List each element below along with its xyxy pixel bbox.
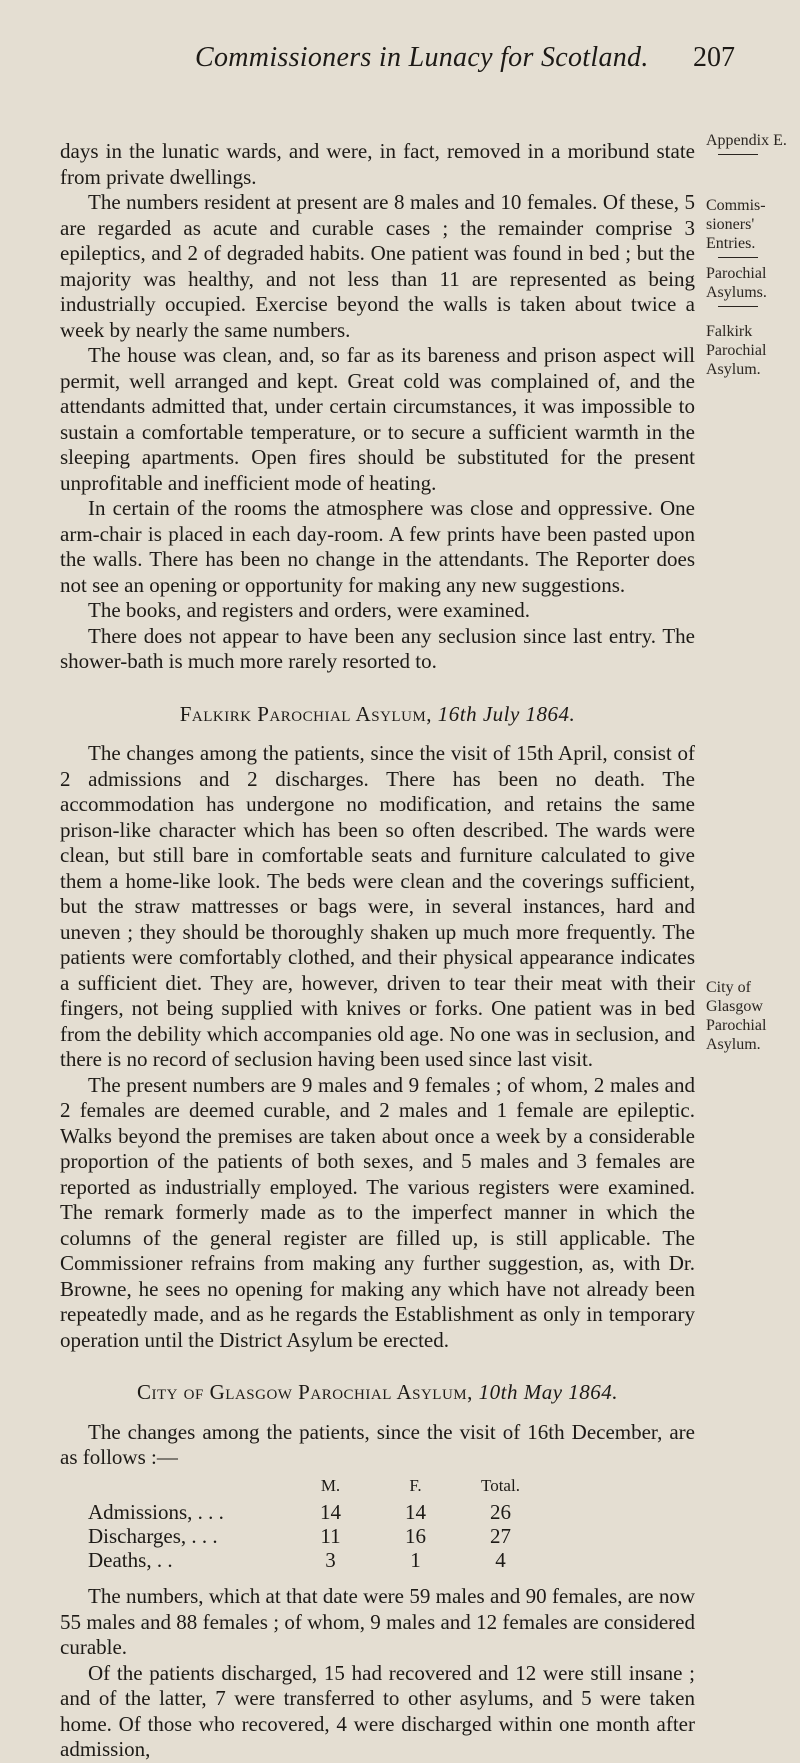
table-row [88,1548,543,1572]
paragraph: The books, and registers and orders, were examined. [88,598,531,622]
paragraph: The numbers resident at present are 8 males and 10 females. Of these, 5 are regarded as acute and curable cases ; the remainder comprise 3 epileptics, and 2 of degraded habits. One patient was found in bed ; but the majority was healthy, and not less than 11 are represented as being industrially occupied. Exercise beyond the walls is taken about twice a week by nearly the same numbers. [60,190,695,342]
row-label: Admissions, . . . [88,1500,224,1524]
table-row [88,1500,543,1524]
row-label: Discharges, . . . [88,1524,218,1548]
body-text [60,139,695,1763]
paragraph: The present numbers are 9 males and 9 females ; of whom, 2 males and 2 females are deemed curable, and 2 males and 1 female are epileptic. Walks beyond the premises are taken about once a week by a considerable proportion of the patients of both sexes, and 5 males and 3 females are reported as industrially employed. The various registers were examined. The remark formerly made as to the imperfect manner in which the columns of the general register are filled up, is still applicable. The Commissioner refrains from making any further suggestion, as, with Dr. Browne, he sees no opening for making any which have not already been repeatedly made, and as he regards the Establishment as only in temporary operation until the District Asylum be erected. [60,1072,695,1352]
cell-females: 1 [410,1548,421,1572]
paragraph: In certain of the rooms the atmosphere was close and oppressive. One arm-chair is placed in each day-room. A few prints have been pasted upon the walls. There has been no change in the attendants. The Reporter does not see an opening or opportunity for making any new suggestions. [60,496,695,597]
sidenote-rule [718,154,758,155]
section-heading-glasgow [60,1380,695,1406]
column-header: M. [320,1475,341,1495]
paragraph: Of the patients discharged, 15 had recovered and 12 were still insane ; and of the latter, 7 were transferred to other asylums, and 5 were taken home. Of those who recovered, 4 were discharged within one month after admission, [60,1660,695,1761]
cell-males: 14 [320,1500,341,1524]
row-label: Deaths, . . [88,1548,173,1572]
page-number: 207 [693,42,735,73]
column-header: F. [409,1475,422,1495]
cell-total: 26 [490,1500,511,1524]
paragraph: days in the lunatic wards, and were, in fact, removed in a moribund state from private dwellings. [60,139,695,189]
paragraph: The changes among the patients, since the visit of 15th April, consist of 2 admissions and 2 discharges. There has been no death. The accommodation has undergone no modification, and retains the same prison-like character which has been so often described. The wards were clean, but still bare in comfortable seats and furniture calculated to give them a home-like look. The beds were clean and the coverings sufficient, but the straw mattresses or bags were, in several instances, hard and uneven ; they should be thoroughly shaken up much more frequently. The patients were comfortably clothed, and their physical appearance indicates a sufficient diet. They are, however, driven to tear their meat with their fingers, not being supplied with knives or forks. One patient was in bed from the debility which accompanies old age. No one was in seclusion, and there is no record of seclusion having been used since last visit. [60,741,695,1071]
cell-females: 14 [405,1500,426,1524]
sidenote-glasgow: City of Glasgow Parochial Asylum. [706,979,767,1053]
running-title: Commissioners in Lunacy for Scotland. [195,42,649,73]
column-header: Total. [481,1475,520,1495]
table-header-row [88,1473,543,1501]
cell-females: 16 [405,1524,426,1548]
section-heading-falkirk [60,702,695,728]
table-row [88,1524,543,1548]
cell-males: 3 [325,1548,336,1572]
cell-total: 27 [490,1524,511,1548]
section-heading-date: 10th May 1864. [478,1380,619,1404]
cell-total: 4 [495,1548,506,1572]
sidenote-rule [718,306,758,307]
section-heading-name: Falkirk Parochial Asylum, [179,701,432,726]
patient-changes-table [88,1473,543,1573]
paragraph: The numbers, which at that date were 59 males and 90 females, are now 55 males and 88 females ; of whom, 9 males and 12 females are considered curable. [60,1584,695,1659]
sidenote-parochial-asylums: Parochial Asylums. [706,264,798,311]
paragraph: The changes among the patients, since the visit of 16th December, are as follows :— [60,1419,695,1469]
sidenote-commissioners-entries: Commis-sioners' Entries. [706,196,798,262]
sidenote-falkirk: Falkirk Parochial Asylum. [706,323,767,378]
paragraph: There does not appear to have been any seclusion since last entry. The shower-bath is much more rarely resorted to. [60,623,695,673]
section-heading-date: 16th July 1864. [437,701,576,726]
cell-males: 11 [320,1524,341,1548]
sidenote-rule [718,257,758,258]
paragraph: The house was clean, and, so far as its bareness and prison aspect will permit, well arranged and kept. Great cold was complained of, and the attendants admitted that, under certain circumstances, it was impossible to sustain a comfortable temperature, or to secure a sufficient warmth in the sleeping apartments. Open fires should be substituted for the present unprofitable and inefficient mode of heating. [60,343,695,495]
section-heading-name: City of Glasgow Parochial Asylum, [136,1380,473,1404]
sidenote-appendix: Appendix E. [706,131,798,159]
page-header [195,42,735,82]
